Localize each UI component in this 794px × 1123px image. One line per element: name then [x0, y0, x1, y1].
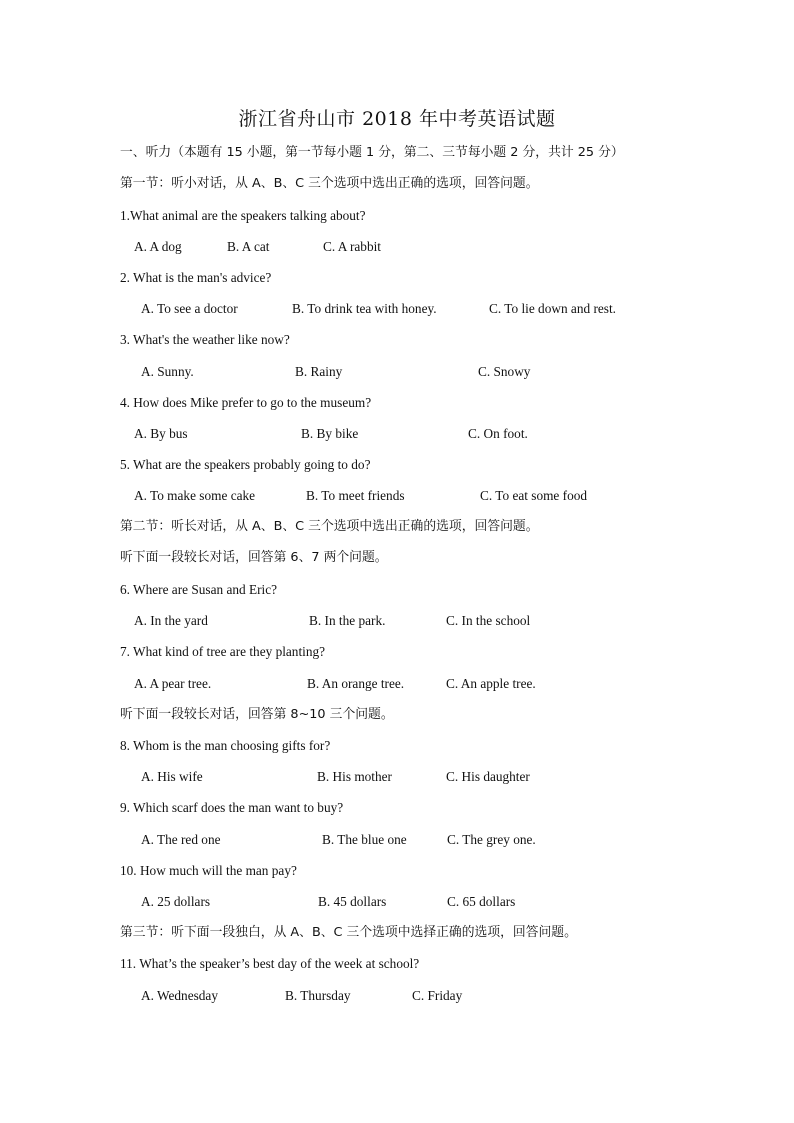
part2-instruction: 第二节：听长对话，从 A、B、C 三个选项中选出正确的选项，回答问题。	[120, 519, 539, 534]
option-6a: A. In the yard	[134, 613, 208, 628]
question-5: 5. What are the speakers probably going to do?	[120, 457, 371, 472]
section-header: 一、听力（本题有 15 小题，第一节每小题 1 分，第二、三节每小题 2 分，共计 25 分）	[120, 145, 624, 160]
option-7b: B. An orange tree.	[307, 676, 405, 691]
option-10a: A. 25 dollars	[141, 894, 211, 909]
option-6c: C. In the school	[446, 613, 531, 628]
option-9b: B. The blue one	[322, 832, 407, 847]
option-9a: A. The red one	[141, 832, 221, 847]
option-11c: C. Friday	[412, 988, 463, 1003]
question-10: 10. How much will the man pay?	[120, 863, 297, 878]
option-5b: B. To meet friends	[306, 488, 405, 503]
question-8: 8. Whom is the man choosing gifts for?	[120, 738, 331, 753]
option-4b: B. By bike	[301, 426, 359, 441]
question-11: 11. What’s the speaker’s best day of the week at school?	[120, 956, 420, 971]
option-4a: A. By bus	[134, 426, 188, 441]
option-7a: A. A pear tree.	[134, 676, 212, 691]
option-2c: C. To lie down and rest.	[489, 301, 616, 316]
question-7: 7. What kind of tree are they planting?	[120, 644, 326, 659]
question-4: 4. How does Mike prefer to go to the museum?	[120, 395, 372, 410]
option-2b: B. To drink tea with honey.	[292, 301, 437, 316]
question-3: 3. What's the weather like now?	[120, 332, 290, 347]
part1-instruction: 第一节：听小对话，从 A、B、C 三个选项中选出正确的选项，回答问题。	[120, 176, 539, 191]
option-11a: A. Wednesday	[141, 988, 218, 1003]
question-6: 6. Where are Susan and Eric?	[120, 582, 278, 597]
option-11b: B. Thursday	[285, 988, 351, 1003]
option-8b: B. His mother	[317, 769, 392, 784]
option-4c: C. On foot.	[468, 426, 528, 441]
option-5a: A. To make some cake	[134, 488, 256, 503]
question-1: 1.What animal are the speakers talking about?	[120, 208, 366, 223]
option-1c: C. A rabbit	[323, 239, 381, 254]
dialog2-note: 听下面一段较长对话，回答第 8~10 三个问题。	[120, 707, 394, 722]
option-10c: C. 65 dollars	[447, 894, 516, 909]
option-10b: B. 45 dollars	[318, 894, 387, 909]
option-3b: B. Rainy	[295, 364, 343, 379]
option-1a: A. A dog	[134, 239, 182, 254]
option-3a: A. Sunny.	[141, 364, 194, 379]
page-title: 浙江省舟山市 2018 年中考英语试题	[238, 108, 556, 130]
question-9: 9. Which scarf does the man want to buy?	[120, 800, 344, 815]
option-9c: C. The grey one.	[447, 832, 536, 847]
option-3c: C. Snowy	[478, 364, 531, 379]
option-5c: C. To eat some food	[480, 488, 588, 503]
option-8a: A. His wife	[141, 769, 203, 784]
option-2a: A. To see a doctor	[141, 301, 238, 316]
option-1b: B. A cat	[227, 239, 270, 254]
option-6b: B. In the park.	[309, 613, 386, 628]
option-8c: C. His daughter	[446, 769, 530, 784]
dialog1-note: 听下面一段较长对话，回答第 6、7 两个问题。	[120, 550, 388, 565]
question-2: 2. What is the man's advice?	[120, 270, 272, 285]
option-7c: C. An apple tree.	[446, 676, 536, 691]
part3-instruction: 第三节：听下面一段独白，从 A、B、C 三个选项中选择正确的选项，回答问题。	[120, 925, 577, 940]
